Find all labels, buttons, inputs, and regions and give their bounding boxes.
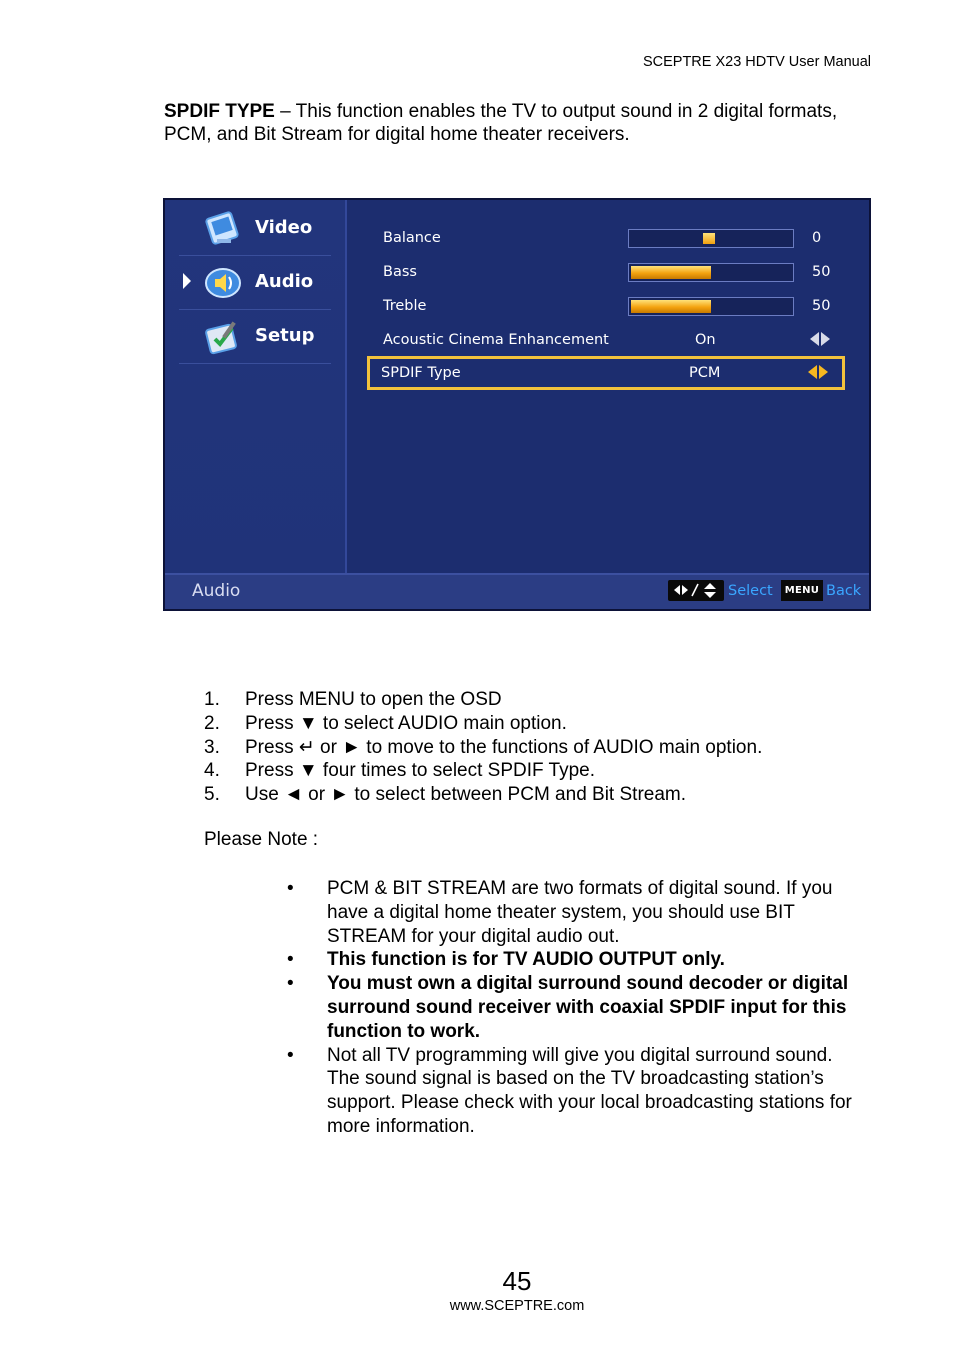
speaker-icon: [203, 263, 243, 303]
setting-label: Balance: [383, 230, 441, 246]
osd-menu-item-video[interactable]: [179, 202, 331, 256]
setting-row-bass[interactable]: [369, 255, 839, 289]
treble-slider-fill: [631, 300, 711, 313]
left-right-arrows-icon: [809, 331, 831, 347]
setting-label: Acoustic Cinema Enhancement: [383, 332, 609, 348]
back-hint: Back: [826, 583, 862, 599]
bass-slider-fill: [631, 266, 711, 279]
header-title: SCEPTRE X23 HDTV User Manual: [642, 54, 871, 70]
osd-menu-item-audio[interactable]: [179, 256, 331, 310]
setting-value: 50: [812, 264, 831, 280]
osd-menu-item-setup[interactable]: [179, 310, 331, 364]
notes-list: [287, 877, 867, 1139]
setup-icon: [203, 317, 243, 357]
balance-slider-knob[interactable]: [703, 233, 715, 244]
menu-key-badge: MENU: [781, 580, 823, 601]
left-right-arrows-icon: [807, 364, 829, 380]
osd-menu-label: Setup: [255, 325, 315, 346]
osd-footer-bar: [165, 573, 869, 609]
select-hint: Select: [728, 583, 773, 599]
bass-slider[interactable]: [628, 263, 794, 282]
list-item: • You must own a digital surround sound decoder or digital surround sound receiver with coaxial SPDIF input for this function to work.: [287, 973, 849, 1042]
bullet-icon: •: [287, 878, 294, 899]
osd-menu-label: Video: [255, 217, 313, 238]
setting-row-balance[interactable]: [369, 221, 839, 255]
balance-slider[interactable]: [628, 229, 794, 248]
treble-slider[interactable]: [628, 297, 794, 316]
setting-value: On: [695, 332, 716, 348]
bullet-icon: •: [287, 1044, 294, 1066]
osd-menu-label: Audio: [255, 271, 314, 292]
osd-section-label: Audio: [192, 581, 241, 601]
nav-keys-icon: [668, 580, 724, 601]
setting-value: 50: [812, 298, 831, 314]
setting-row-spdif-type[interactable]: [367, 356, 845, 390]
setting-label: Treble: [383, 298, 427, 314]
note-label: Please Note :: [204, 829, 319, 850]
setting-row-acoustic-cinema[interactable]: [369, 323, 839, 357]
page-number: 45: [502, 1266, 532, 1296]
selection-arrow-icon: [183, 273, 191, 289]
intro-paragraph: [164, 100, 854, 146]
intro-term: SPDIF TYPE: [164, 101, 275, 122]
osd-screenshot: [163, 198, 871, 611]
osd-settings-panel: [347, 200, 871, 575]
list-item: • Not all TV programming will give you digital surround sound. The sound signal is based on the TV broadcasting station’s support. Please check with your local broadcasting stations for more information.: [287, 1044, 852, 1137]
website-url: www.SCEPTRE.com: [449, 1298, 585, 1314]
bullet-icon: •: [287, 973, 294, 995]
video-icon: [203, 209, 243, 249]
bullet-icon: •: [287, 949, 294, 971]
setting-label: SPDIF Type: [381, 365, 461, 381]
setting-value: 0: [812, 230, 822, 246]
list-item: • PCM & BIT STREAM are two formats of digital sound. If you have a digital home theater system, you should use BIT STREAM for your digital audio out.: [287, 878, 833, 947]
setting-label: Bass: [383, 264, 417, 280]
setting-row-treble[interactable]: [369, 289, 839, 323]
intro-text: – This function enables the TV to output sound in 2 digital formats, PCM, and Bit Stream for digital home theater receivers.: [164, 101, 838, 145]
list-item: • This function is for TV AUDIO OUTPUT only.: [287, 949, 725, 971]
osd-main-menu: [165, 200, 347, 575]
setting-value: PCM: [689, 365, 721, 381]
